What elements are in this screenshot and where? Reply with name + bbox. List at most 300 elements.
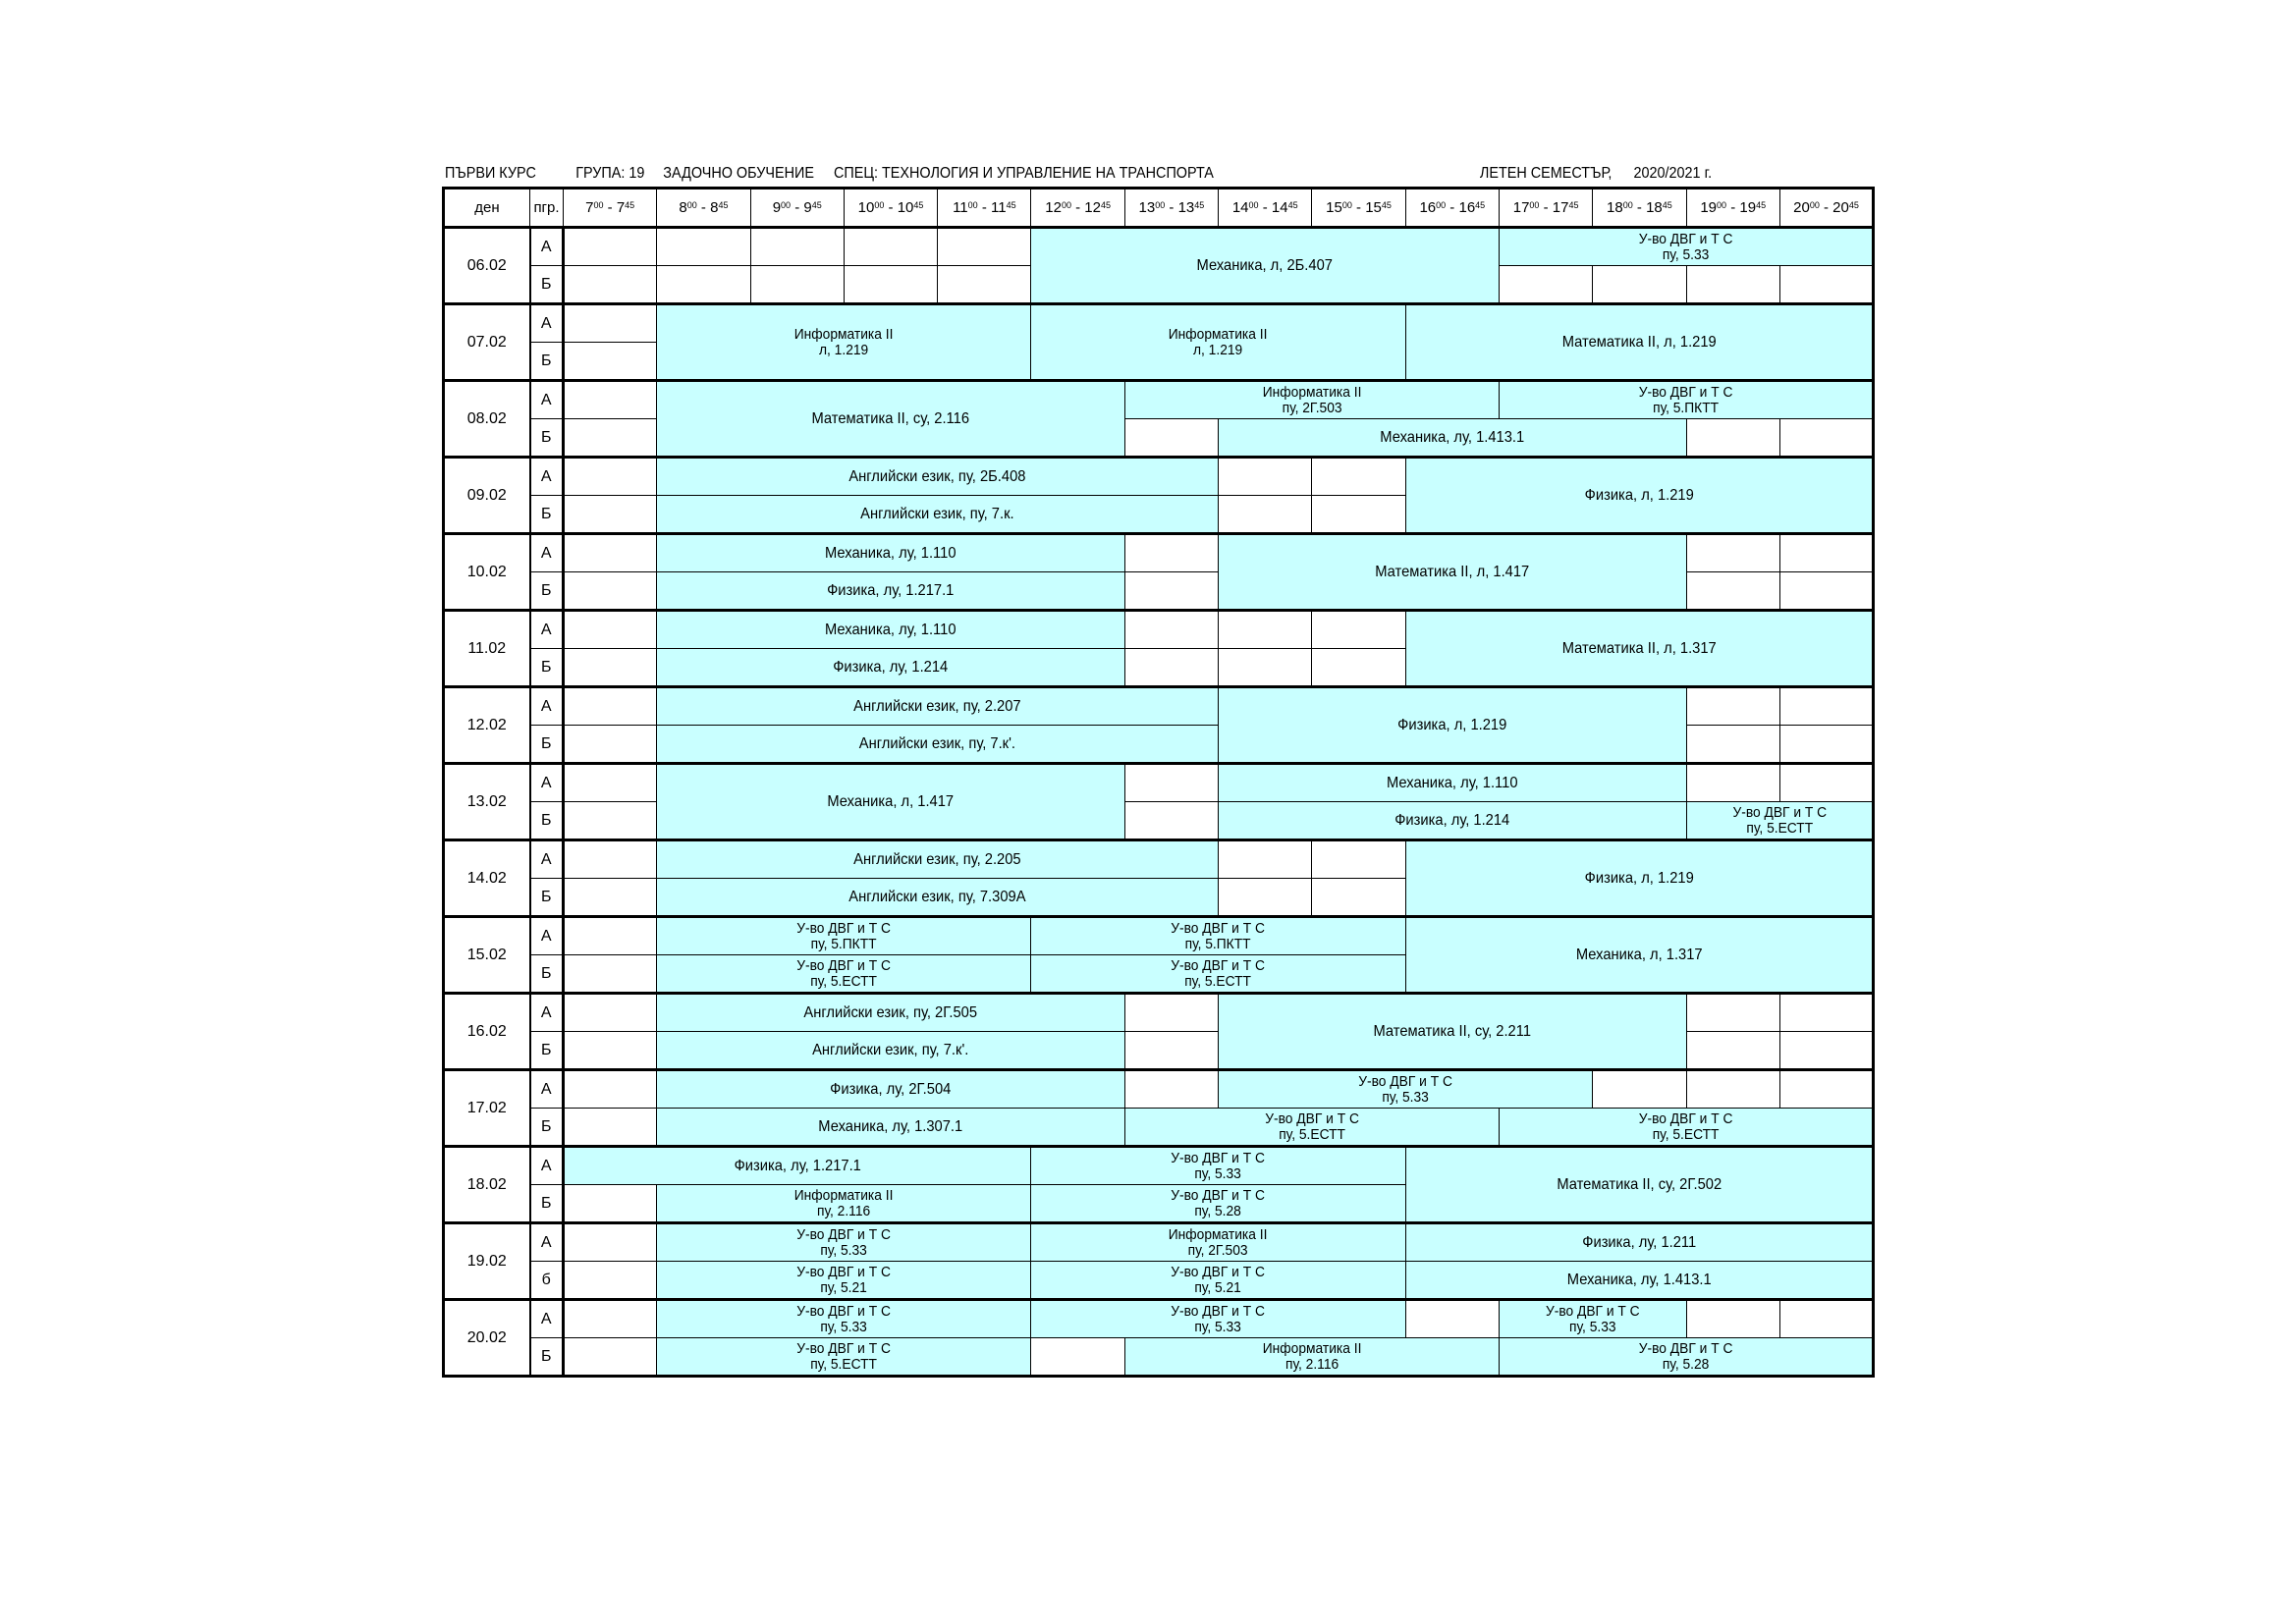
- slot-end-hour: 15: [1365, 199, 1382, 216]
- day-date: 17.02: [444, 1070, 530, 1147]
- class-title: Информатика II: [794, 1186, 894, 1204]
- class-block: [1124, 381, 1499, 419]
- class-block: [1219, 1070, 1593, 1109]
- day-column-header: ден: [444, 189, 530, 228]
- class-room: пу, 5.ПКТТ: [1653, 399, 1720, 416]
- class-block: [657, 726, 1219, 764]
- time-slot-header: [564, 189, 657, 228]
- slot-start-hour: 9: [772, 199, 782, 216]
- slot-end-minutes: 45: [913, 200, 924, 210]
- semester-label: ЛЕТЕН СЕМЕСТЪР,: [1479, 165, 1613, 182]
- slot-dash: -: [1446, 199, 1459, 216]
- empty-slot: [564, 266, 657, 304]
- empty-slot: [1686, 266, 1779, 304]
- class-room: пу, 5.ЕСТТ: [1652, 1125, 1720, 1143]
- empty-slot: [938, 228, 1031, 266]
- empty-slot: [1686, 687, 1779, 726]
- schedule-row: [444, 1223, 1874, 1262]
- class-title: Математика II, л, 1.317: [1561, 640, 1717, 657]
- schedule-row: [444, 1262, 1874, 1300]
- empty-slot: [564, 649, 657, 687]
- class-title: Механика, л, 2Б.407: [1197, 257, 1334, 274]
- class-block: [1405, 611, 1873, 687]
- class-block: [657, 1262, 1031, 1300]
- class-title: Математика II, л, 1.219: [1561, 334, 1717, 351]
- class-block: [1686, 802, 1874, 840]
- empty-slot: [1779, 1032, 1873, 1070]
- empty-slot: [564, 726, 657, 764]
- time-slot-header: [1031, 189, 1124, 228]
- subgroup-label: Б: [530, 1185, 564, 1223]
- class-block: [1499, 1300, 1686, 1338]
- class-room: пу, 5.28: [1194, 1202, 1242, 1219]
- class-block: [1219, 764, 1686, 802]
- class-block: [657, 649, 1124, 687]
- schedule-header: [445, 165, 1728, 185]
- slot-start-hour: 13: [1138, 199, 1156, 216]
- class-block: [657, 840, 1219, 879]
- class-title: Английски език, пу, 7.к'.: [812, 1042, 969, 1058]
- class-block: [657, 534, 1124, 572]
- slot-end-hour: 16: [1458, 199, 1476, 216]
- empty-slot: [1686, 572, 1779, 611]
- class-block: [1124, 1109, 1499, 1147]
- slot-start-hour: 12: [1045, 199, 1062, 216]
- empty-slot: [1124, 1070, 1218, 1109]
- subgroup-label: б: [530, 1262, 564, 1300]
- class-title: Физика, лу, 1.211: [1581, 1234, 1696, 1251]
- class-room: пу, 5.ПКТТ: [810, 935, 877, 952]
- slot-end-hour: 10: [897, 199, 914, 216]
- slot-end-minutes: 45: [718, 200, 729, 210]
- schedule-row: [444, 381, 1874, 419]
- subgroup-label: А: [530, 994, 564, 1032]
- class-block: [657, 611, 1124, 649]
- empty-slot: [1686, 419, 1779, 458]
- slot-end-hour: 14: [1271, 199, 1288, 216]
- class-block: [1031, 1147, 1405, 1185]
- class-room: пу, 5.ЕСТТ: [1278, 1125, 1345, 1143]
- schedule-row: [444, 1070, 1874, 1109]
- day-date: 07.02: [444, 304, 530, 381]
- empty-slot: [1312, 840, 1405, 879]
- subgroup-label: Б: [530, 649, 564, 687]
- class-room: пу, 2Г.503: [1188, 1241, 1249, 1259]
- class-title: Английски език, пу, 7.к'.: [859, 735, 1016, 752]
- slot-start-minutes: 00: [1622, 200, 1633, 210]
- schedule-row: [444, 1300, 1874, 1338]
- slot-end-minutes: 45: [1194, 200, 1205, 210]
- slot-end-minutes: 45: [1475, 200, 1486, 210]
- empty-slot: [564, 764, 657, 802]
- class-block: [1405, 1223, 1873, 1262]
- empty-slot: [1779, 266, 1873, 304]
- slot-start-hour: 15: [1326, 199, 1342, 216]
- class-block: [657, 1070, 1124, 1109]
- empty-slot: [750, 266, 844, 304]
- study-mode-label: ЗАДОЧНО ОБУЧЕНИЕ: [663, 165, 814, 182]
- empty-slot: [564, 572, 657, 611]
- subgroup-label: А: [530, 534, 564, 572]
- empty-slot: [1593, 1070, 1686, 1109]
- class-room: пу, 2Г.503: [1282, 399, 1342, 416]
- class-title: Математика II, су, 2.116: [811, 410, 970, 427]
- class-title: Английски език, пу, 2.205: [853, 851, 1021, 868]
- slot-dash: -: [1819, 199, 1833, 216]
- slot-start-minutes: 00: [1529, 200, 1540, 210]
- slot-start-minutes: 00: [593, 200, 604, 210]
- slot-end-hour: 12: [1084, 199, 1101, 216]
- empty-slot: [564, 1032, 657, 1070]
- time-slot-header: [938, 189, 1031, 228]
- slot-start-hour: 20: [1793, 199, 1810, 216]
- schedule-row: [444, 611, 1874, 649]
- empty-slot: [1686, 1032, 1779, 1070]
- subgroup-label: Б: [530, 496, 564, 534]
- slot-start-minutes: 00: [686, 200, 697, 210]
- class-title: У-во ДВГ и Т С: [796, 1225, 892, 1243]
- class-title: У-во ДВГ и Т С: [796, 956, 892, 974]
- empty-slot: [1312, 649, 1405, 687]
- class-title: У-во ДВГ и Т С: [1638, 230, 1733, 247]
- empty-slot: [1499, 266, 1592, 304]
- empty-slot: [1405, 1300, 1499, 1338]
- slot-end-hour: 18: [1646, 199, 1663, 216]
- empty-slot: [1779, 534, 1873, 572]
- empty-slot: [1124, 764, 1218, 802]
- class-block: [1031, 1223, 1405, 1262]
- class-room: пу, 5.33: [1662, 245, 1710, 263]
- subgroup-label: А: [530, 1300, 564, 1338]
- empty-slot: [564, 955, 657, 994]
- empty-slot: [1219, 879, 1312, 917]
- day-date: 18.02: [444, 1147, 530, 1223]
- time-slot-header: [1405, 189, 1499, 228]
- slot-start-minutes: 00: [781, 200, 792, 210]
- subgroup-label: Б: [530, 343, 564, 381]
- slot-start-hour: 19: [1700, 199, 1718, 216]
- empty-slot: [564, 343, 657, 381]
- slot-start-hour: 8: [679, 199, 687, 216]
- class-title: Механика, лу, 1.110: [825, 622, 957, 638]
- class-block: [657, 1338, 1031, 1377]
- empty-slot: [1124, 649, 1218, 687]
- class-title: У-во ДВГ и Т С: [1265, 1110, 1359, 1127]
- class-title: Английски език, пу, 2.207: [853, 698, 1021, 715]
- subgroup-label: А: [530, 1223, 564, 1262]
- empty-slot: [657, 266, 750, 304]
- class-title: Математика II, су, 2.211: [1373, 1023, 1532, 1040]
- class-title: У-во ДВГ и Т С: [796, 1339, 892, 1357]
- class-block: [1405, 840, 1873, 917]
- class-title: У-во ДВГ и Т С: [1171, 1186, 1266, 1204]
- class-title: Информатика II: [1262, 383, 1362, 401]
- class-room: л, 1.219: [819, 341, 869, 358]
- class-title: Механика, лу, 1.110: [825, 545, 957, 562]
- day-date: 09.02: [444, 458, 530, 534]
- class-block: [1219, 994, 1686, 1070]
- class-title: Механика, лу, 1.110: [1387, 775, 1518, 791]
- slot-end-hour: 8: [710, 199, 719, 216]
- empty-slot: [564, 304, 657, 343]
- slot-end-hour: 11: [991, 199, 1007, 216]
- slot-dash: -: [977, 199, 991, 216]
- slot-start-minutes: 00: [1436, 200, 1447, 210]
- class-block: [657, 879, 1219, 917]
- class-block: [657, 764, 1124, 840]
- subgroup-label: Б: [530, 572, 564, 611]
- time-slot-header: [750, 189, 844, 228]
- slot-start-minutes: 00: [1809, 200, 1820, 210]
- empty-slot: [564, 917, 657, 955]
- class-block: [657, 1223, 1031, 1262]
- subgroup-label: А: [530, 458, 564, 496]
- slot-start-minutes: 00: [1717, 200, 1727, 210]
- empty-slot: [1219, 611, 1312, 649]
- academic-year-label: 2020/2021 г.: [1633, 165, 1713, 182]
- empty-slot: [844, 266, 937, 304]
- schedule-row: [444, 687, 1874, 726]
- day-date: 06.02: [444, 228, 530, 304]
- group-label: ГРУПА: 19: [575, 165, 645, 182]
- class-room: пу, 5.ЕСТТ: [1745, 819, 1813, 837]
- class-title: У-во ДВГ и Т С: [1638, 1110, 1733, 1127]
- class-block: [1124, 1338, 1499, 1377]
- slot-end-minutes: 45: [1568, 200, 1579, 210]
- class-block: [1499, 1109, 1873, 1147]
- subgroup-label: Б: [530, 726, 564, 764]
- slot-dash: -: [1632, 199, 1647, 216]
- empty-slot: [564, 1338, 657, 1377]
- empty-slot: [1124, 534, 1218, 572]
- slot-end-minutes: 45: [1381, 200, 1392, 210]
- empty-slot: [564, 879, 657, 917]
- class-title: Английски език, пу, 7.309А: [848, 889, 1026, 905]
- empty-slot: [564, 802, 657, 840]
- class-block: [1405, 1147, 1873, 1223]
- subgroup-label: Б: [530, 955, 564, 994]
- slot-end-minutes: 45: [1662, 200, 1672, 210]
- class-block: [1219, 802, 1686, 840]
- empty-slot: [1593, 266, 1686, 304]
- empty-slot: [564, 1070, 657, 1109]
- class-block: [1219, 419, 1686, 458]
- empty-slot: [1686, 726, 1779, 764]
- slot-end-hour: 20: [1832, 199, 1849, 216]
- slot-start-minutes: 00: [1061, 200, 1071, 210]
- schedule-row: [444, 994, 1874, 1032]
- course-label: ПЪРВИ КУРС: [445, 165, 536, 182]
- class-room: пу, 5.33: [1382, 1088, 1429, 1106]
- class-title: Механика, л, 1.417: [827, 793, 955, 810]
- class-room: пу, 5.21: [1194, 1278, 1242, 1296]
- class-block: [657, 1185, 1031, 1223]
- slot-end-hour: 19: [1739, 199, 1757, 216]
- class-title: У-во ДВГ и Т С: [1358, 1072, 1453, 1090]
- slot-end-minutes: 45: [1100, 200, 1111, 210]
- subgroup-label: Б: [530, 1109, 564, 1147]
- time-slot-header: [1219, 189, 1312, 228]
- class-title: Английски език, пу, 2Г.505: [803, 1004, 978, 1021]
- empty-slot: [564, 687, 657, 726]
- class-block: [657, 304, 1031, 381]
- class-block: [1031, 304, 1405, 381]
- class-title: Физика, лу, 1.214: [833, 659, 949, 676]
- class-title: У-во ДВГ и Т С: [1732, 803, 1827, 821]
- empty-slot: [1124, 802, 1218, 840]
- empty-slot: [1779, 764, 1873, 802]
- class-title: Английски език, пу, 7.к.: [860, 506, 1014, 522]
- class-title: Информатика II: [1169, 325, 1268, 343]
- day-date: 12.02: [444, 687, 530, 764]
- empty-slot: [1686, 1300, 1779, 1338]
- subgroup-label: Б: [530, 1338, 564, 1377]
- subgroup-label: А: [530, 687, 564, 726]
- class-title: У-во ДВГ и Т С: [796, 919, 892, 937]
- slot-end-hour: 9: [803, 199, 812, 216]
- empty-slot: [657, 228, 750, 266]
- day-date: 08.02: [444, 381, 530, 458]
- class-room: пу, 5.28: [1662, 1355, 1710, 1373]
- day-date: 20.02: [444, 1300, 530, 1377]
- slot-dash: -: [603, 199, 617, 216]
- subgroup-label: А: [530, 1070, 564, 1109]
- class-block: [1031, 1262, 1405, 1300]
- class-title: Математика II, л, 1.417: [1375, 564, 1530, 580]
- class-room: пу, 5.21: [820, 1278, 868, 1296]
- slot-start-minutes: 00: [874, 200, 885, 210]
- class-block: [657, 994, 1124, 1032]
- empty-slot: [1219, 458, 1312, 496]
- slot-end-minutes: 45: [1848, 200, 1859, 210]
- schedule-row: [444, 1109, 1874, 1147]
- day-date: 19.02: [444, 1223, 530, 1300]
- day-date: 16.02: [444, 994, 530, 1070]
- slot-end-minutes: 45: [811, 200, 822, 210]
- class-block: [657, 917, 1031, 955]
- class-block: [1219, 687, 1686, 764]
- subgroup-label: А: [530, 1147, 564, 1185]
- empty-slot: [1779, 1070, 1873, 1109]
- empty-slot: [1779, 572, 1873, 611]
- day-date: 10.02: [444, 534, 530, 611]
- class-title: Физика, л, 1.219: [1584, 870, 1694, 887]
- empty-slot: [1779, 726, 1873, 764]
- subgroup-label: А: [530, 611, 564, 649]
- class-block: [1499, 381, 1873, 419]
- time-slot-header: [1779, 189, 1873, 228]
- time-slot-header: [657, 189, 750, 228]
- slot-end-minutes: 45: [1756, 200, 1767, 210]
- class-title: У-во ДВГ и Т С: [1171, 1263, 1266, 1280]
- class-room: пу, 5.33: [1194, 1318, 1242, 1335]
- class-block: [1499, 1338, 1873, 1377]
- class-title: У-во ДВГ и Т С: [1171, 919, 1266, 937]
- empty-slot: [564, 381, 657, 419]
- class-block: [1031, 1300, 1405, 1338]
- slot-dash: -: [696, 199, 711, 216]
- empty-slot: [564, 419, 657, 458]
- class-room: пу, 5.ПКТТ: [1185, 935, 1252, 952]
- empty-slot: [1686, 764, 1779, 802]
- empty-slot: [1312, 879, 1405, 917]
- class-title: Математика II, су, 2Г.502: [1556, 1176, 1722, 1193]
- empty-slot: [1779, 1300, 1873, 1338]
- time-slot-header: [1312, 189, 1405, 228]
- schedule-row: [444, 1147, 1874, 1185]
- day-date: 11.02: [444, 611, 530, 687]
- schedule-row: [444, 228, 1874, 266]
- time-slot-header: [1124, 189, 1218, 228]
- slot-start-minutes: 00: [967, 200, 978, 210]
- empty-slot: [564, 1262, 657, 1300]
- slot-start-hour: 10: [857, 199, 875, 216]
- schedule-row: [444, 304, 1874, 343]
- schedule-row: [444, 534, 1874, 572]
- empty-slot: [1686, 534, 1779, 572]
- empty-slot: [1031, 1338, 1124, 1377]
- slot-dash: -: [1070, 199, 1085, 216]
- class-title: У-во ДВГ и Т С: [1545, 1302, 1640, 1320]
- empty-slot: [564, 228, 657, 266]
- class-title: Механика, л, 1.317: [1575, 947, 1703, 963]
- class-room: пу, 2.116: [1285, 1355, 1339, 1373]
- empty-slot: [564, 994, 657, 1032]
- class-title: У-во ДВГ и Т С: [1171, 956, 1266, 974]
- empty-slot: [1124, 611, 1218, 649]
- empty-slot: [564, 458, 657, 496]
- slot-dash: -: [1258, 199, 1272, 216]
- empty-slot: [1686, 994, 1779, 1032]
- slot-dash: -: [791, 199, 804, 216]
- empty-slot: [1779, 419, 1873, 458]
- empty-slot: [750, 228, 844, 266]
- slot-end-minutes: 45: [1287, 200, 1298, 210]
- class-block: [1031, 955, 1405, 994]
- empty-slot: [938, 266, 1031, 304]
- empty-slot: [1779, 994, 1873, 1032]
- slot-dash: -: [1539, 199, 1553, 216]
- class-title: Механика, лу, 1.413.1: [1380, 429, 1525, 446]
- day-date: 14.02: [444, 840, 530, 917]
- class-title: Физика, л, 1.219: [1584, 487, 1694, 504]
- slot-start-hour: 14: [1231, 199, 1249, 216]
- schedule-row: [444, 917, 1874, 955]
- class-block: [564, 1147, 1031, 1185]
- slot-start-hour: 11: [953, 199, 968, 216]
- slot-start-hour: 17: [1512, 199, 1530, 216]
- class-title: Физика, лу, 1.214: [1394, 812, 1510, 829]
- class-block: [657, 458, 1219, 496]
- class-title: Механика, лу, 1.307.1: [818, 1118, 963, 1135]
- schedule-row: [444, 458, 1874, 496]
- timetable: [442, 187, 1875, 1378]
- empty-slot: [1779, 687, 1873, 726]
- slot-end-hour: 13: [1177, 199, 1195, 216]
- class-title: У-во ДВГ и Т С: [1638, 383, 1733, 401]
- slot-end-hour: 17: [1552, 199, 1569, 216]
- subgroup-label: Б: [530, 1032, 564, 1070]
- class-block: [657, 1109, 1124, 1147]
- empty-slot: [564, 1223, 657, 1262]
- timetable-body: [444, 228, 1874, 1377]
- class-title: Английски език, пу, 2Б.408: [848, 468, 1026, 485]
- empty-slot: [564, 1300, 657, 1338]
- empty-slot: [1312, 458, 1405, 496]
- slot-dash: -: [884, 199, 898, 216]
- time-slot-header: [844, 189, 937, 228]
- class-block: [657, 687, 1219, 726]
